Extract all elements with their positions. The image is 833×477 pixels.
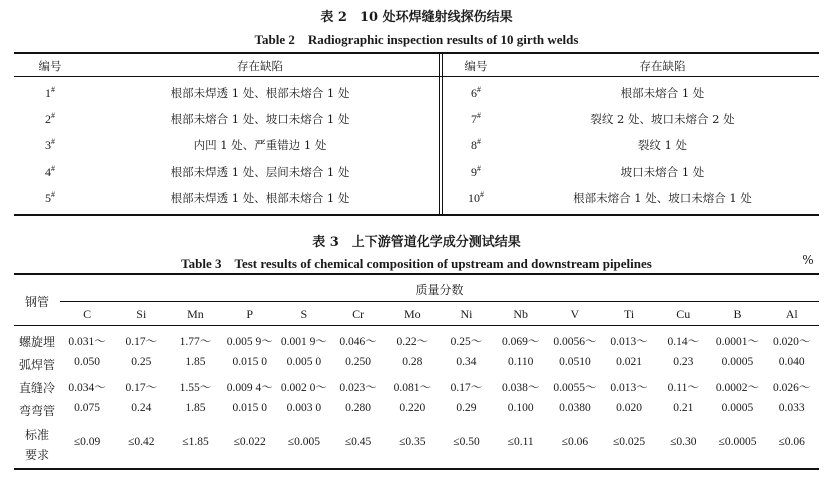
table3-element-header: Cu [676, 307, 691, 321]
table3-cell: ≤0.06 [778, 436, 805, 448]
table3-cell: 1.55～ [179, 382, 212, 394]
table3-cell: 0.075 [74, 402, 101, 414]
table3-cell: 0.250 [345, 356, 372, 368]
table3-cell: 0.069～ [502, 336, 540, 348]
table2-row-no: 3# [45, 137, 55, 152]
table3-cell: 0.21 [673, 402, 694, 414]
table2-row-defect: 裂纹 2 处、坡口未熔合 2 处 [590, 112, 735, 126]
table2-title-en: Table 2 Radiographic inspection results of 10 girth welds [254, 32, 579, 47]
table2-divider-1 [439, 52, 440, 215]
table3-cell: 0.005 0 [286, 356, 322, 368]
table3-cell: 0.0510 [559, 356, 591, 368]
table3-cell: 0.0005 [721, 402, 754, 414]
table3-cell: 0.0380 [559, 402, 591, 414]
table2-row-defect: 根部未熔合 1 处 [620, 86, 705, 100]
table3-col-pipe: 钢管 [24, 295, 49, 309]
table3-element-header: Cr [352, 307, 365, 321]
table3-cell: ≤0.09 [73, 436, 101, 448]
table3-element-header: Ni [460, 307, 473, 321]
table3-cell: 0.0005 [721, 356, 754, 368]
table3-top-rule [14, 273, 819, 275]
table2-row-defect: 内凹 1 处、严重错边 1 处 [193, 138, 327, 152]
table2-row-no: 2# [45, 111, 55, 126]
table2-col-defect-right: 存在缺陷 [639, 59, 686, 73]
table3-title-en: Table 3 Test results of chemical composition of upstream and downstream pipelines [181, 256, 652, 271]
table2-divider-2 [442, 52, 443, 215]
table3-row3-label-a: 标准 [24, 428, 49, 442]
table3-cell: 0.081～ [393, 382, 431, 394]
table3-bottom-rule [14, 468, 819, 470]
table3-cell: ≤0.30 [670, 436, 697, 448]
table3-cell: 0.110 [507, 356, 534, 368]
table2-row-defect: 坡口未熔合 1 处 [620, 165, 705, 179]
table3-cell: 0.22～ [396, 336, 429, 348]
table3-col-group: 质量分数 [415, 283, 464, 297]
table2-row-no: 7# [471, 111, 481, 126]
table3-cell: 1.85 [185, 402, 206, 414]
table3-cell: 0.038～ [502, 382, 540, 394]
table3-row1-label-a: 螺旋埋 [18, 335, 55, 349]
table3-cell: 0.25～ [450, 336, 483, 348]
table2-row-defect: 根部未熔合 1 处、坡口未熔合 1 处 [170, 112, 350, 126]
table3-element-header: P [246, 307, 254, 321]
table3-row1-label-b: 弧焊管 [18, 358, 55, 372]
table2-row-defect: 根部未焊透 1 处、根部未熔合 1 处 [170, 191, 350, 205]
table3-cell: 0.034～ [68, 382, 106, 394]
table3-cell: 0.001 9～ [280, 336, 327, 348]
table3-cell: 0.23 [673, 356, 694, 368]
table3-cell: ≤0.06 [561, 436, 589, 448]
table3-element-header: Mo [403, 307, 421, 321]
table3-cell: 0.015 0 [232, 356, 267, 368]
table3-row3-label-b: 要求 [24, 448, 49, 462]
table3-cell: 0.29 [456, 402, 477, 414]
table3-cell: 0.0002～ [715, 382, 760, 394]
table2-row-no: 6# [471, 85, 481, 100]
table3-cell: 0.25 [131, 356, 152, 368]
table3-element-header: Nb [513, 307, 529, 321]
table3-cell: ≤0.50 [453, 436, 480, 448]
table3-cell: 0.24 [131, 402, 152, 414]
table3-element-header: C [83, 307, 92, 321]
table3-element-header: B [733, 307, 742, 321]
table3-title-cn: 表 3 上下游管道化学成分测试结果 [312, 235, 521, 250]
table3-cell: 0.046～ [339, 336, 377, 348]
table3-row2-label-a: 直缝冷 [18, 381, 55, 395]
table3-cell: ≤0.35 [399, 436, 426, 448]
table3-cell: 1.77～ [179, 336, 212, 348]
table2-row-no: 9# [471, 164, 481, 179]
table2-col-no-right: 编号 [464, 59, 488, 73]
table3-cell: ≤1.85 [182, 436, 209, 448]
table3-element-header: Si [136, 307, 147, 321]
table3-cell: 0.0055～ [553, 382, 597, 394]
table3-cell: 0.015 0 [232, 402, 267, 414]
table3-cell: 0.031～ [68, 336, 106, 348]
table3-cell: 0.003 0 [286, 402, 322, 414]
table2-col-no-left: 编号 [38, 59, 62, 73]
table2-row-no: 8# [471, 137, 481, 152]
table3-element-header: Ti [623, 307, 635, 321]
table3-cell: 0.021 [616, 356, 643, 368]
table3-cell: 0.34 [456, 356, 477, 368]
table2-row-no: 1# [45, 85, 55, 100]
table3-cell: 0.020～ [773, 336, 811, 348]
table2-header-rule [14, 76, 819, 77]
table3-cell: ≤0.0005 [718, 436, 757, 448]
table3-cell: 0.033 [778, 402, 805, 414]
table2-title-cn: 表 2 10 处环焊缝射线探伤结果 [320, 10, 513, 25]
table2-col-defect-left: 存在缺陷 [237, 59, 283, 73]
table3-cell: 0.28 [402, 356, 423, 368]
table3-group-rule [60, 301, 819, 302]
table3-cell: 0.220 [399, 402, 426, 414]
table3-cell: ≤0.45 [344, 436, 372, 448]
table3-element-header: Mn [187, 307, 204, 321]
table2-row-no: 5# [45, 190, 55, 205]
table3-cell: 0.100 [507, 402, 534, 414]
table2-row-defect: 根部未焊透 1 处、层间未熔合 1 处 [170, 165, 350, 179]
table3-cell: 0.11～ [667, 382, 699, 394]
table3-cell: ≤0.025 [613, 436, 646, 448]
table3-element-header: Al [785, 307, 798, 321]
table3-cell: 0.020 [616, 402, 643, 414]
table3-cell: 0.013～ [610, 382, 648, 394]
table3-cell: 0.0056～ [553, 336, 597, 348]
table3-element-header: V [570, 307, 580, 321]
table3-cell: 0.280 [345, 402, 372, 414]
table3-cell: ≤0.42 [128, 436, 155, 448]
table3-cell: 0.14～ [667, 336, 700, 348]
table3-header-rule [14, 325, 819, 326]
table3-cell: 0.013～ [610, 336, 648, 348]
table2-bottom-rule [14, 214, 819, 216]
table3-cell: 0.026～ [773, 382, 811, 394]
table2-row-defect: 根部未熔合 1 处、坡口未熔合 1 处 [573, 191, 752, 205]
table3-cell: 0.005 9～ [226, 336, 273, 348]
table2-row-no: 4# [45, 164, 55, 179]
table3-cell: ≤0.11 [507, 436, 534, 448]
table3-cell: 0.050 [74, 356, 101, 368]
table3-cell: 0.17～ [125, 382, 158, 394]
table3-cell: ≤0.022 [233, 436, 266, 448]
table3-cell: 0.040 [778, 356, 805, 368]
table3-cell: 0.002 0～ [280, 382, 327, 394]
table3-cell: 0.009 4～ [226, 382, 273, 394]
table2-row-defect: 裂纹 1 处 [637, 138, 688, 152]
table3-cell: 0.023～ [339, 382, 377, 394]
table2-row-no: 10# [468, 190, 484, 205]
table3-row2-label-b: 弯弯管 [18, 404, 55, 418]
table3-cell: 0.0001～ [715, 336, 760, 348]
table2-top-rule [14, 52, 819, 54]
table3-cell: 1.85 [185, 356, 206, 368]
table3-cell: 0.17～ [125, 336, 158, 348]
table3-unit: % [802, 253, 814, 267]
table3-cell: ≤0.005 [287, 436, 320, 448]
table3-element-header: S [300, 307, 308, 321]
table2-row-defect: 根部未焊透 1 处、根部未熔合 1 处 [170, 86, 350, 100]
table3-cell: 0.17～ [450, 382, 483, 394]
